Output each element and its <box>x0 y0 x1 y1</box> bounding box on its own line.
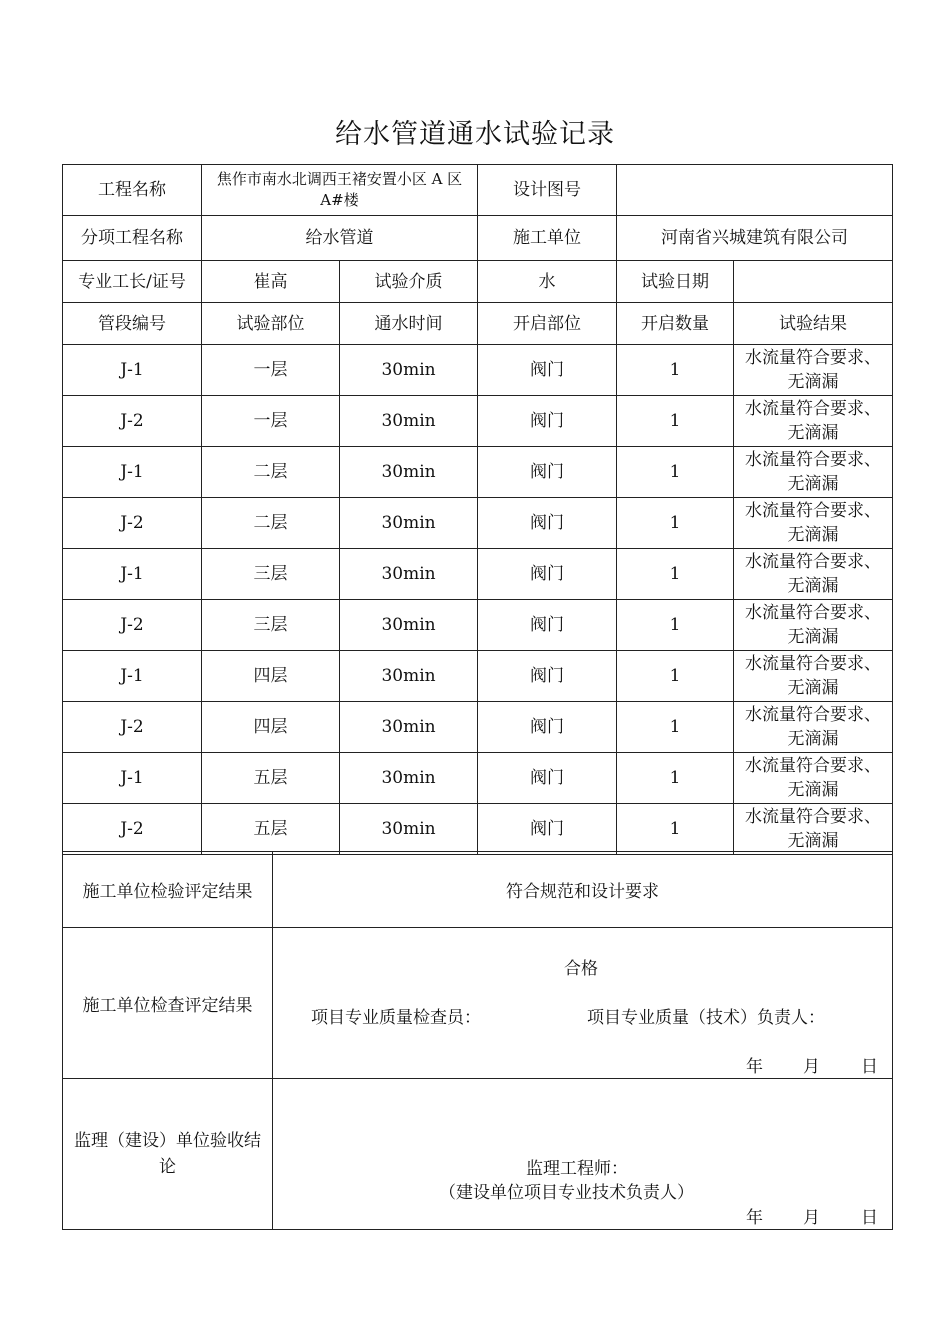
day-label: 日 <box>861 1057 878 1077</box>
open-part-cell: 阀门 <box>478 804 617 855</box>
foreman-value: 崔高 <box>202 261 340 303</box>
segment-cell: J-2 <box>63 702 202 753</box>
location-cell: 二层 <box>202 447 340 498</box>
result-cell: 水流量符合要求、无滴漏 <box>734 447 893 498</box>
evaluation-table <box>62 851 893 1230</box>
section2-label: 施工单位检查评定结果 <box>63 928 273 1079</box>
result-cell: 水流量符合要求、无滴漏 <box>734 549 893 600</box>
day-label: 日 <box>861 1208 878 1228</box>
location-cell: 五层 <box>202 753 340 804</box>
count-cell: 1 <box>617 498 734 549</box>
table-row <box>63 651 893 702</box>
construction-unit-value: 河南省兴城建筑有限公司 <box>617 216 893 261</box>
result-cell: 水流量符合要求、无滴漏 <box>734 345 893 396</box>
open-part-cell: 阀门 <box>478 345 617 396</box>
open-part-cell: 阀门 <box>478 651 617 702</box>
year-label: 年 <box>746 1208 763 1228</box>
count-cell: 1 <box>617 447 734 498</box>
result-cell: 水流量符合要求、无滴漏 <box>734 651 893 702</box>
open-part-cell: 阀门 <box>478 753 617 804</box>
section1-value: 符合规范和设计要求 <box>273 852 893 928</box>
open-part-cell: 阀门 <box>478 498 617 549</box>
column-header: 试验部位 <box>202 303 340 345</box>
location-cell: 三层 <box>202 549 340 600</box>
open-part-cell: 阀门 <box>478 549 617 600</box>
count-cell: 1 <box>617 345 734 396</box>
location-cell: 四层 <box>202 651 340 702</box>
count-cell: 1 <box>617 549 734 600</box>
count-cell: 1 <box>617 600 734 651</box>
segment-cell: J-1 <box>63 345 202 396</box>
result-cell: 水流量符合要求、无滴漏 <box>734 753 893 804</box>
count-cell: 1 <box>617 396 734 447</box>
test-date-value <box>734 261 893 303</box>
month-label: 月 <box>803 1057 820 1077</box>
foreman-label: 专业工长/证号 <box>63 261 202 303</box>
year-label: 年 <box>746 1057 763 1077</box>
section-supervision-conclusion <box>63 1079 893 1230</box>
test-record-table <box>62 164 893 855</box>
segment-cell: J-2 <box>63 498 202 549</box>
count-cell: 1 <box>617 804 734 855</box>
segment-cell: J-1 <box>63 549 202 600</box>
segment-cell: J-2 <box>63 600 202 651</box>
column-header: 通水时间 <box>340 303 478 345</box>
open-part-cell: 阀门 <box>478 396 617 447</box>
table-row <box>63 702 893 753</box>
table-row <box>63 447 893 498</box>
result-cell: 水流量符合要求、无滴漏 <box>734 804 893 855</box>
sub-project-value: 给水管道 <box>202 216 478 261</box>
column-header: 管段编号 <box>63 303 202 345</box>
time-cell: 30min <box>340 447 478 498</box>
header-row-subproject <box>63 216 893 261</box>
time-cell: 30min <box>340 702 478 753</box>
table-row <box>63 753 893 804</box>
section3-label: 监理（建设）单位验收结论 <box>63 1079 273 1230</box>
section-check-result <box>63 928 893 1079</box>
location-cell: 二层 <box>202 498 340 549</box>
column-header: 开启部位 <box>478 303 617 345</box>
table-row <box>63 345 893 396</box>
table-row <box>63 498 893 549</box>
table-row <box>63 804 893 855</box>
header-row-project <box>63 165 893 216</box>
table-row <box>63 600 893 651</box>
test-date-label: 试验日期 <box>617 261 734 303</box>
section-inspection-result <box>63 852 893 928</box>
month-label: 月 <box>803 1208 820 1228</box>
segment-cell: J-2 <box>63 804 202 855</box>
verdict-text: 合格 <box>564 959 598 979</box>
open-part-cell: 阀门 <box>478 702 617 753</box>
time-cell: 30min <box>340 651 478 702</box>
column-header-row <box>63 303 893 345</box>
document-title: 给水管道通水试验记录 <box>335 119 615 150</box>
responsible-label: 项目专业质量（技术）负责人： <box>587 1008 825 1028</box>
location-cell: 一层 <box>202 345 340 396</box>
location-cell: 一层 <box>202 396 340 447</box>
column-header: 开启数量 <box>617 303 734 345</box>
drawing-no-value <box>617 165 893 216</box>
inspector-label: 项目专业质量检查员： <box>311 1008 481 1028</box>
project-name-value: 焦作市南水北调西王褚安置小区 A 区 A#楼 <box>202 165 478 216</box>
header-row-foreman <box>63 261 893 303</box>
table-row <box>63 396 893 447</box>
engineer-label: 监理工程师： <box>526 1159 628 1179</box>
column-header: 试验结果 <box>734 303 893 345</box>
time-cell: 30min <box>340 549 478 600</box>
segment-cell: J-2 <box>63 396 202 447</box>
location-cell: 五层 <box>202 804 340 855</box>
medium-value: 水 <box>478 261 617 303</box>
time-cell: 30min <box>340 753 478 804</box>
result-cell: 水流量符合要求、无滴漏 <box>734 498 893 549</box>
table-row <box>63 549 893 600</box>
section1-label: 施工单位检验评定结果 <box>63 852 273 928</box>
segment-cell: J-1 <box>63 447 202 498</box>
time-cell: 30min <box>340 498 478 549</box>
time-cell: 30min <box>340 804 478 855</box>
project-name-label: 工程名称 <box>63 165 202 216</box>
drawing-no-label: 设计图号 <box>478 165 617 216</box>
time-cell: 30min <box>340 345 478 396</box>
location-cell: 四层 <box>202 702 340 753</box>
count-cell: 1 <box>617 651 734 702</box>
count-cell: 1 <box>617 753 734 804</box>
construction-unit-label: 施工单位 <box>478 216 617 261</box>
segment-cell: J-1 <box>63 753 202 804</box>
result-cell: 水流量符合要求、无滴漏 <box>734 702 893 753</box>
location-cell: 三层 <box>202 600 340 651</box>
result-cell: 水流量符合要求、无滴漏 <box>734 396 893 447</box>
time-cell: 30min <box>340 396 478 447</box>
medium-label: 试验介质 <box>340 261 478 303</box>
open-part-cell: 阀门 <box>478 600 617 651</box>
sub-project-label: 分项工程名称 <box>63 216 202 261</box>
segment-cell: J-1 <box>63 651 202 702</box>
engineer-sub-label: （建设单位项目专业技术负责人） <box>439 1183 694 1203</box>
result-cell: 水流量符合要求、无滴漏 <box>734 600 893 651</box>
open-part-cell: 阀门 <box>478 447 617 498</box>
time-cell: 30min <box>340 600 478 651</box>
count-cell: 1 <box>617 702 734 753</box>
